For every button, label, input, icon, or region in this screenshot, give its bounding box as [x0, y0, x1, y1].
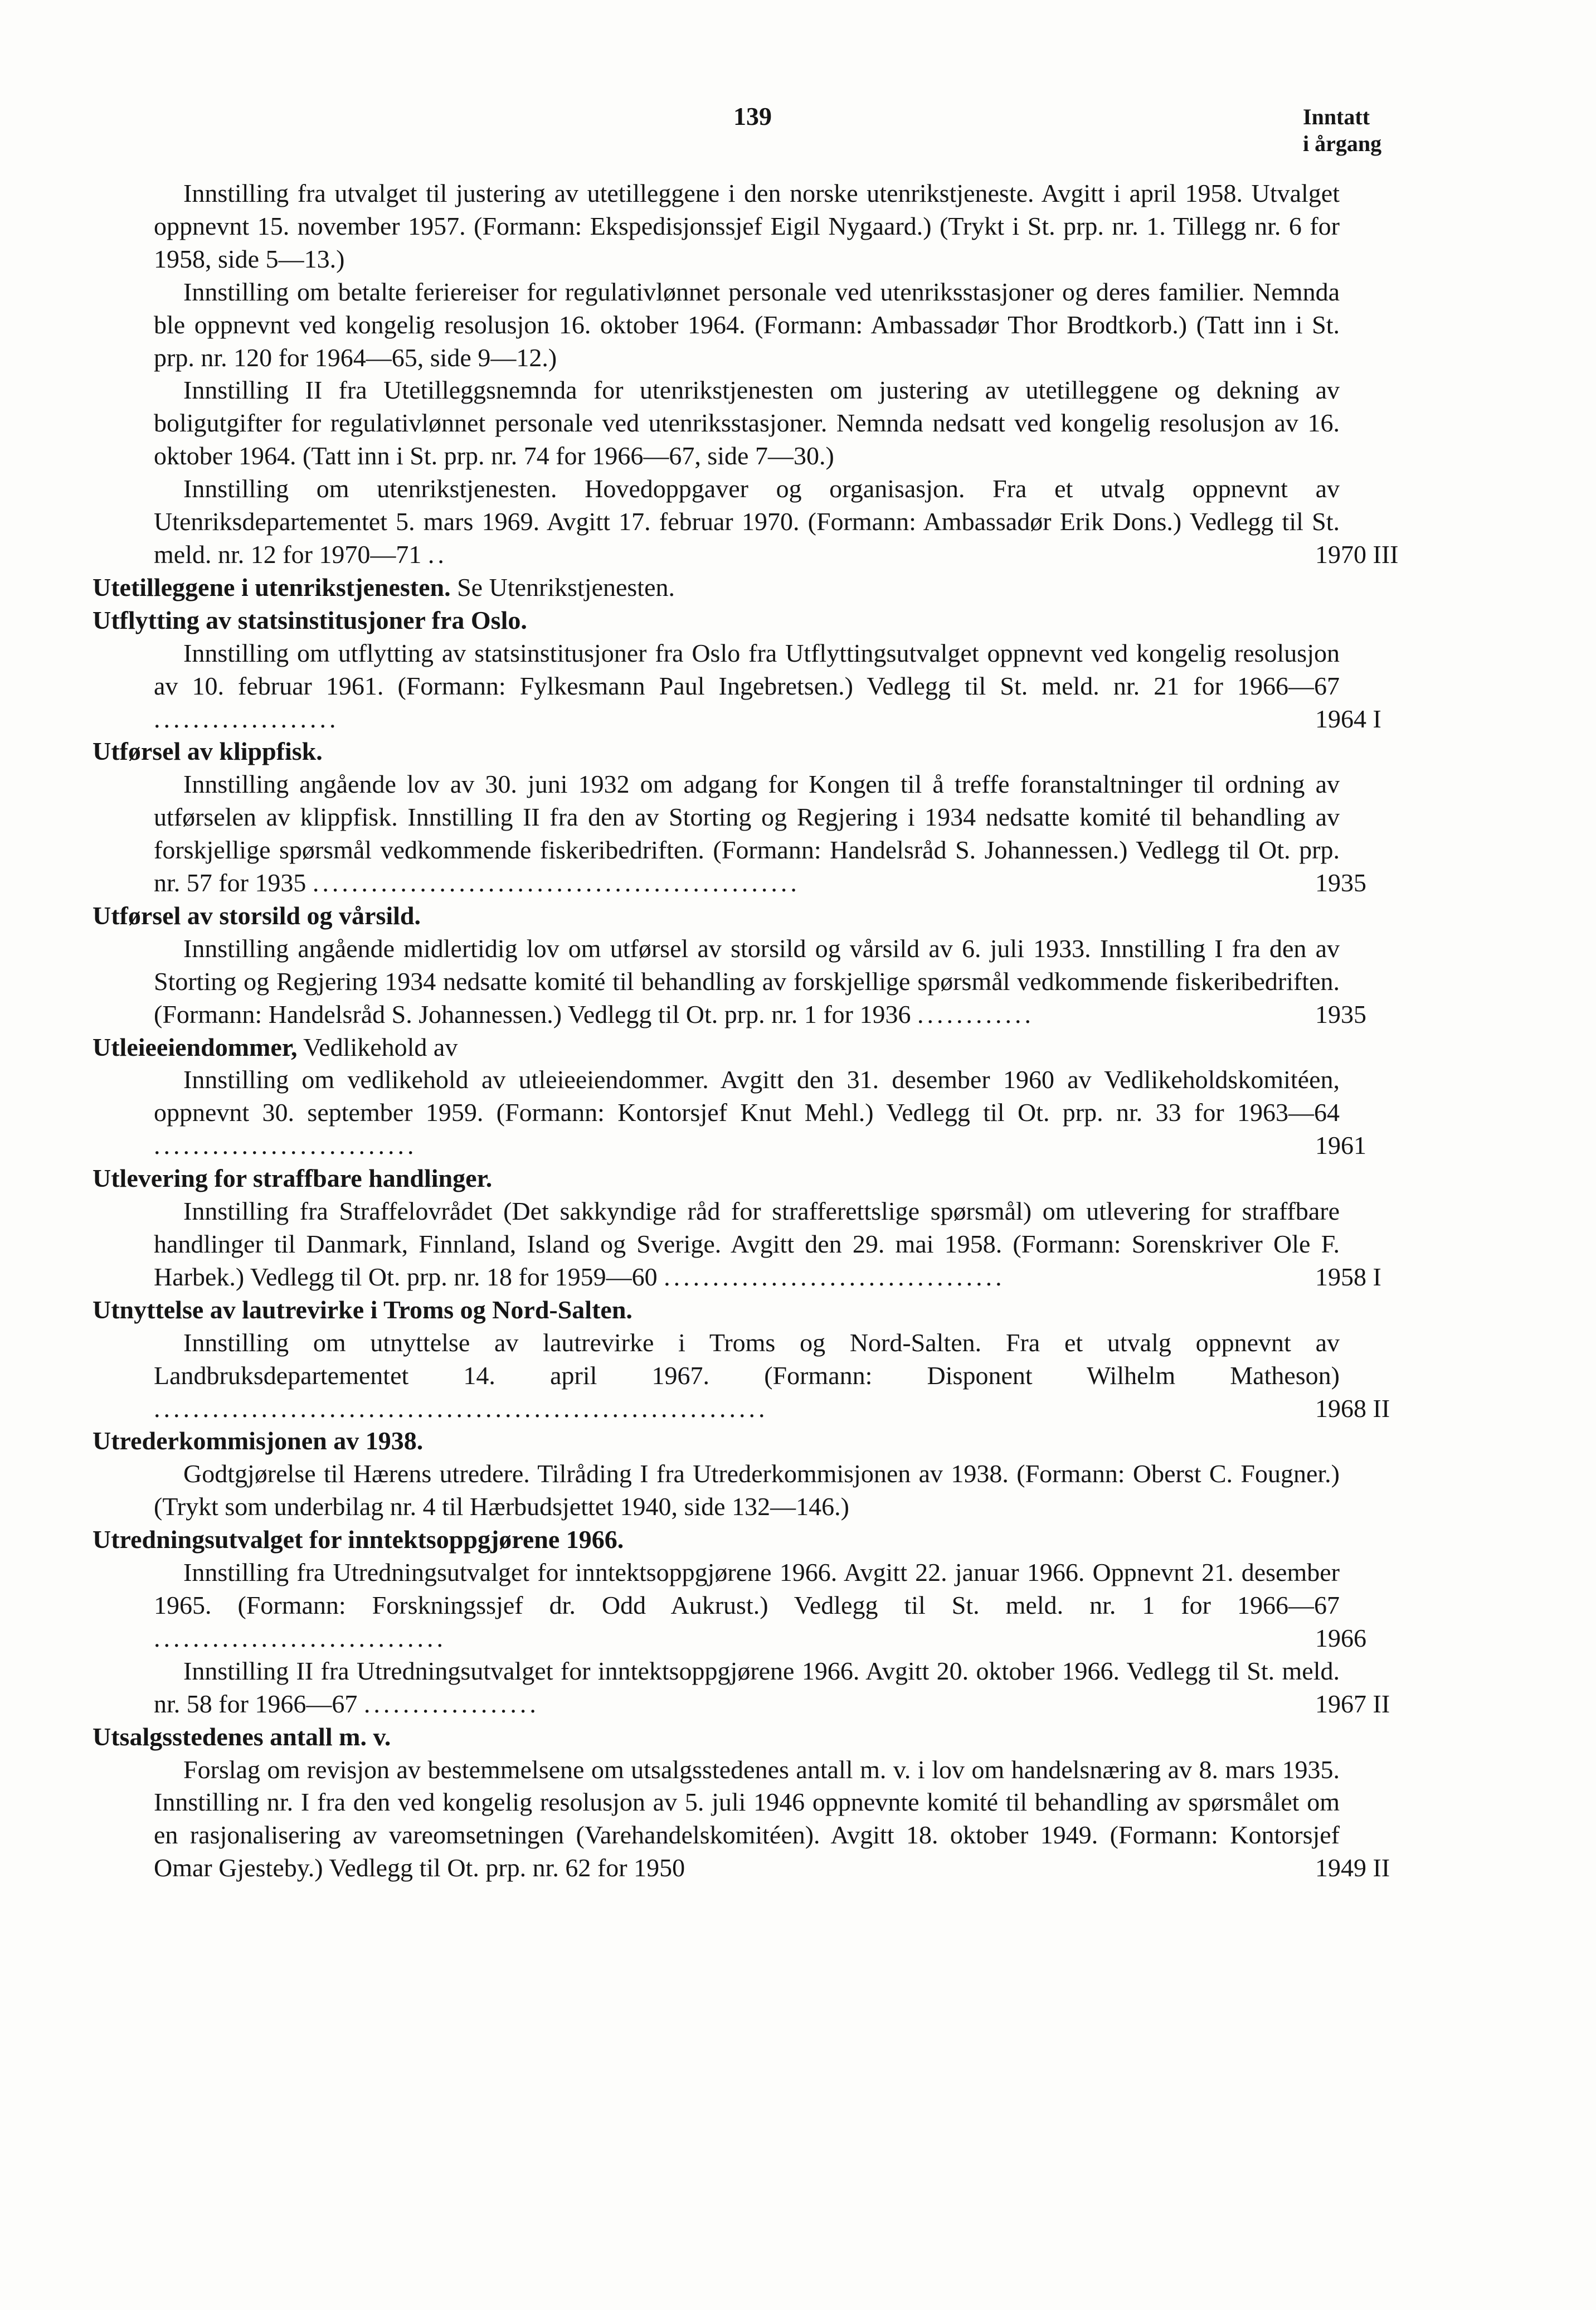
entry-paragraph	[93, 473, 1421, 571]
leader-dots: ..................................................	[312, 868, 800, 897]
entry-heading: Utsalgsstedenes antall m. v.	[93, 1722, 391, 1751]
leader-dots: ..................	[363, 1689, 539, 1718]
register-entry	[93, 1294, 1421, 1425]
heading-text: Utleieeiendommer,	[93, 1032, 298, 1061]
entry-paragraph	[93, 1327, 1421, 1425]
register-entry	[93, 1031, 1421, 1163]
entry-heading: Utførsel av klippfisk.	[93, 737, 323, 766]
paragraph-text: Innstilling fra Straffelovrådet (Det sakkyndige råd for strafferettslige spørsmål) om utlevering for straffbare handlinger til Danmark, Finnland, Island og Sverige. Avgitt den 29. mai 1958. (Formann: Sorenskriver Ole F. Harbek.) Vedlegg til Ot. prp. nr. 18 for 1959—60	[154, 1197, 1340, 1291]
paragraph-text: Innstilling om vedlikehold av utleieeiendommer. Avgitt den 31. desember 1960 av Vedlikeholdskomitéen, oppnevnt 30. september 1959. (Formann: Kontorsjef Knut Mehl.) Vedlegg til Ot. prp. nr. 33 for 1963—64	[154, 1065, 1340, 1127]
paragraph-text: Innstilling II fra Utetilleggsnemnda for utenrikstjenesten om justering av utetilleggene og dekning av boligutgifter for regulativlønnet personale ved utenriksstasjoner. Nemnda nedsatt ved kongelig resolusjon av 16. oktober 1964. (Tatt inn i St. prp. nr. 74 for 1966—67, side 7—30.)	[154, 376, 1340, 470]
paragraph-text: Innstilling fra utvalget til justering av utetilleggene i den norske utenrikstjeneste. Avgitt i april 1958. Utvalget oppnevnt 15. november 1957. (Formann: Ekspedisjonssjef Eigil Nygaard.) (Trykt i St. prp. nr. 1. Tillegg nr. 6 for 1958, side 5—13.)	[154, 179, 1340, 273]
entry-paragraph	[93, 1195, 1421, 1294]
heading-see-reference: Se Utenrikstjenesten.	[450, 572, 675, 601]
register-entry	[93, 1721, 1421, 1885]
leader-dots: ...................................	[664, 1262, 1005, 1291]
year-column-header	[1303, 104, 1381, 157]
paragraph-text: Innstilling om utenrikstjenesten. Hovedoppgaver og organisasjon. Fra et utvalg oppnevnt av Utenriksdepartementet 5. mars 1969. Avgitt 17. februar 1970. (Formann: Ambassadør Erik Dons.) Vedlegg til St. meld. nr. 12 for 1970—71	[154, 474, 1340, 569]
register-entry	[93, 1425, 1421, 1523]
register-entry	[93, 1162, 1421, 1294]
year-reference: 1966	[1315, 1623, 1366, 1652]
register-entry	[93, 571, 1421, 604]
heading-subtitle: Vedlikehold av	[297, 1032, 458, 1061]
year-reference: 1949 II	[1315, 1853, 1390, 1882]
entry-paragraph	[93, 1556, 1421, 1655]
leader-dots: ...................	[154, 704, 339, 733]
heading-text: Utetilleggene i utenrikstjenesten.	[93, 572, 451, 601]
year-reference: 1935	[1315, 999, 1366, 1028]
paragraph-text: Innstilling om utflytting av statsinstitusjoner fra Oslo fra Utflyttingsutvalget oppnevnt ved kongelig resolusjon av 10. februar 1961. (Formann: Fylkesmann Paul Ingebretsen.) Vedlegg til St. meld. nr. 21 for 1966—67	[154, 638, 1340, 700]
year-reference: 1967 II	[1315, 1689, 1390, 1718]
year-header-line1: Inntatt	[1303, 104, 1370, 129]
entry-heading: Utførsel av storsild og vårsild.	[93, 901, 421, 930]
year-reference: 1961	[1315, 1131, 1366, 1160]
entry-heading: Utflytting av statsinstitusjoner fra Oslo.	[93, 605, 527, 634]
entry-heading: Utnyttelse av lautrevirke i Troms og Nord-Salten.	[93, 1295, 632, 1324]
entry-heading: Utrederkommisjonen av 1938.	[93, 1426, 424, 1455]
paragraph-text: Forslag om revisjon av bestemmelsene om utsalgsstedenes antall m. v. i lov om handelsnæring av 8. mars 1935. Innstilling nr. I fra den ved kongelig resolusjon av 5. juli 1946 oppnevnte komité til behandling av spørsmålet om en rasjonalisering av vareomsetningen (Varehandelskomitéen). Avgitt 18. oktober 1949. (Formann: Kontorsjef Omar Gjesteby.) Vedlegg til Ot. prp. nr. 62 for 1950	[154, 1755, 1340, 1882]
paragraph-text: Godtgjørelse til Hærens utredere. Tilråding I fra Utrederkommisjonen av 1938. (Formann: Oberst C. Fougner.) (Trykt som underbilag nr. 4 til Hærbudsjettet 1940, side 132—146.)	[154, 1459, 1340, 1521]
register-entry	[93, 604, 1421, 736]
entry-paragraph	[93, 933, 1421, 1031]
year-reference: 1964 I	[1315, 704, 1381, 733]
register-entry	[93, 900, 1421, 1031]
register-content	[93, 177, 1421, 1885]
entry-paragraph	[93, 177, 1421, 276]
entry-paragraph	[93, 276, 1421, 375]
paragraph-text: Innstilling om utnyttelse av lautrevirke i Troms og Nord-Salten. Fra et utvalg oppnevnt av Landbruksdepartementet 14. april 1967. (Formann: Disponent Wilhelm Matheson)	[154, 1328, 1340, 1390]
entry-heading: Utredningsutvalget for inntektsoppgjørene 1966.	[93, 1525, 624, 1554]
leader-dots: ...............................................................	[154, 1394, 768, 1423]
leader-dots: ............	[917, 999, 1035, 1028]
register-entry	[93, 1523, 1421, 1720]
register-entry	[93, 177, 1421, 571]
entry-heading: Utlevering for straffbare handlinger.	[93, 1164, 493, 1193]
year-header-line2: i årgang	[1303, 131, 1382, 156]
entry-paragraph	[93, 1754, 1421, 1885]
entry-paragraph	[93, 768, 1421, 900]
paragraph-text: Innstilling angående lov av 30. juni 1932 om adgang for Kongen til å treffe foranstaltninger til ordning av utførselen av klippfisk. Innstilling II fra den av Storting og Regjering i 1934 nedsatte komité til behandling av forskjellige spørsmål vedkommende fiskeribedriften. (Formann: Handelsråd S. Johannessen.) Vedlegg til Ot. prp. nr. 57 for 1935	[154, 770, 1340, 897]
entry-paragraph	[93, 1655, 1421, 1721]
page-number: 139	[733, 102, 772, 130]
entry-paragraph	[93, 637, 1421, 736]
year-reference: 1935	[1315, 868, 1366, 897]
year-reference: 1968 II	[1315, 1394, 1390, 1423]
entry-heading	[93, 1031, 1421, 1064]
entry-paragraph	[93, 1064, 1421, 1162]
year-reference: 1970 III	[1315, 540, 1399, 569]
register-entry	[93, 735, 1421, 900]
leader-dots: ..	[427, 540, 447, 569]
entry-paragraph	[93, 1458, 1421, 1523]
entry-heading	[93, 571, 1421, 604]
year-reference: 1958 I	[1315, 1262, 1381, 1291]
paragraph-text: Innstilling om betalte feriereiser for regulativlønnet personale ved utenriksstasjoner og deres familier. Nemnda ble oppnevnt ved kongelig resolusjon 16. oktober 1964. (Formann: Ambassadør Thor Brodtkorb.) (Tatt inn i St. prp. nr. 120 for 1964—65, side 9—12.)	[154, 277, 1340, 372]
leader-dots: ...........................	[154, 1131, 417, 1160]
leader-dots: ..............................	[154, 1623, 446, 1652]
paragraph-text: Innstilling II fra Utredningsutvalget for inntektsoppgjørene 1966. Avgitt 20. oktober 1966. Vedlegg til St. meld. nr. 58 for 1966—67	[154, 1656, 1340, 1718]
paragraph-text: Innstilling fra Utredningsutvalget for inntektsoppgjørene 1966. Avgitt 22. januar 1966. Oppnevnt 21. desember 1965. (Formann: Forskningssjef dr. Odd Aukrust.) Vedlegg til St. meld. nr. 1 for 1966—67	[154, 1558, 1340, 1619]
entry-paragraph	[93, 374, 1421, 473]
paragraph-text: Innstilling angående midlertidig lov om utførsel av storsild og vårsild av 6. juli 1933. Innstilling I fra den av Storting og Regjering 1934 nedsatte komité til behandling av forskjellige spørsmål vedkommende fiskeribedriften. (Formann: Handelsråd S. Johannessen.) Vedlegg til Ot. prp. nr. 1 for 1936	[154, 934, 1340, 1028]
